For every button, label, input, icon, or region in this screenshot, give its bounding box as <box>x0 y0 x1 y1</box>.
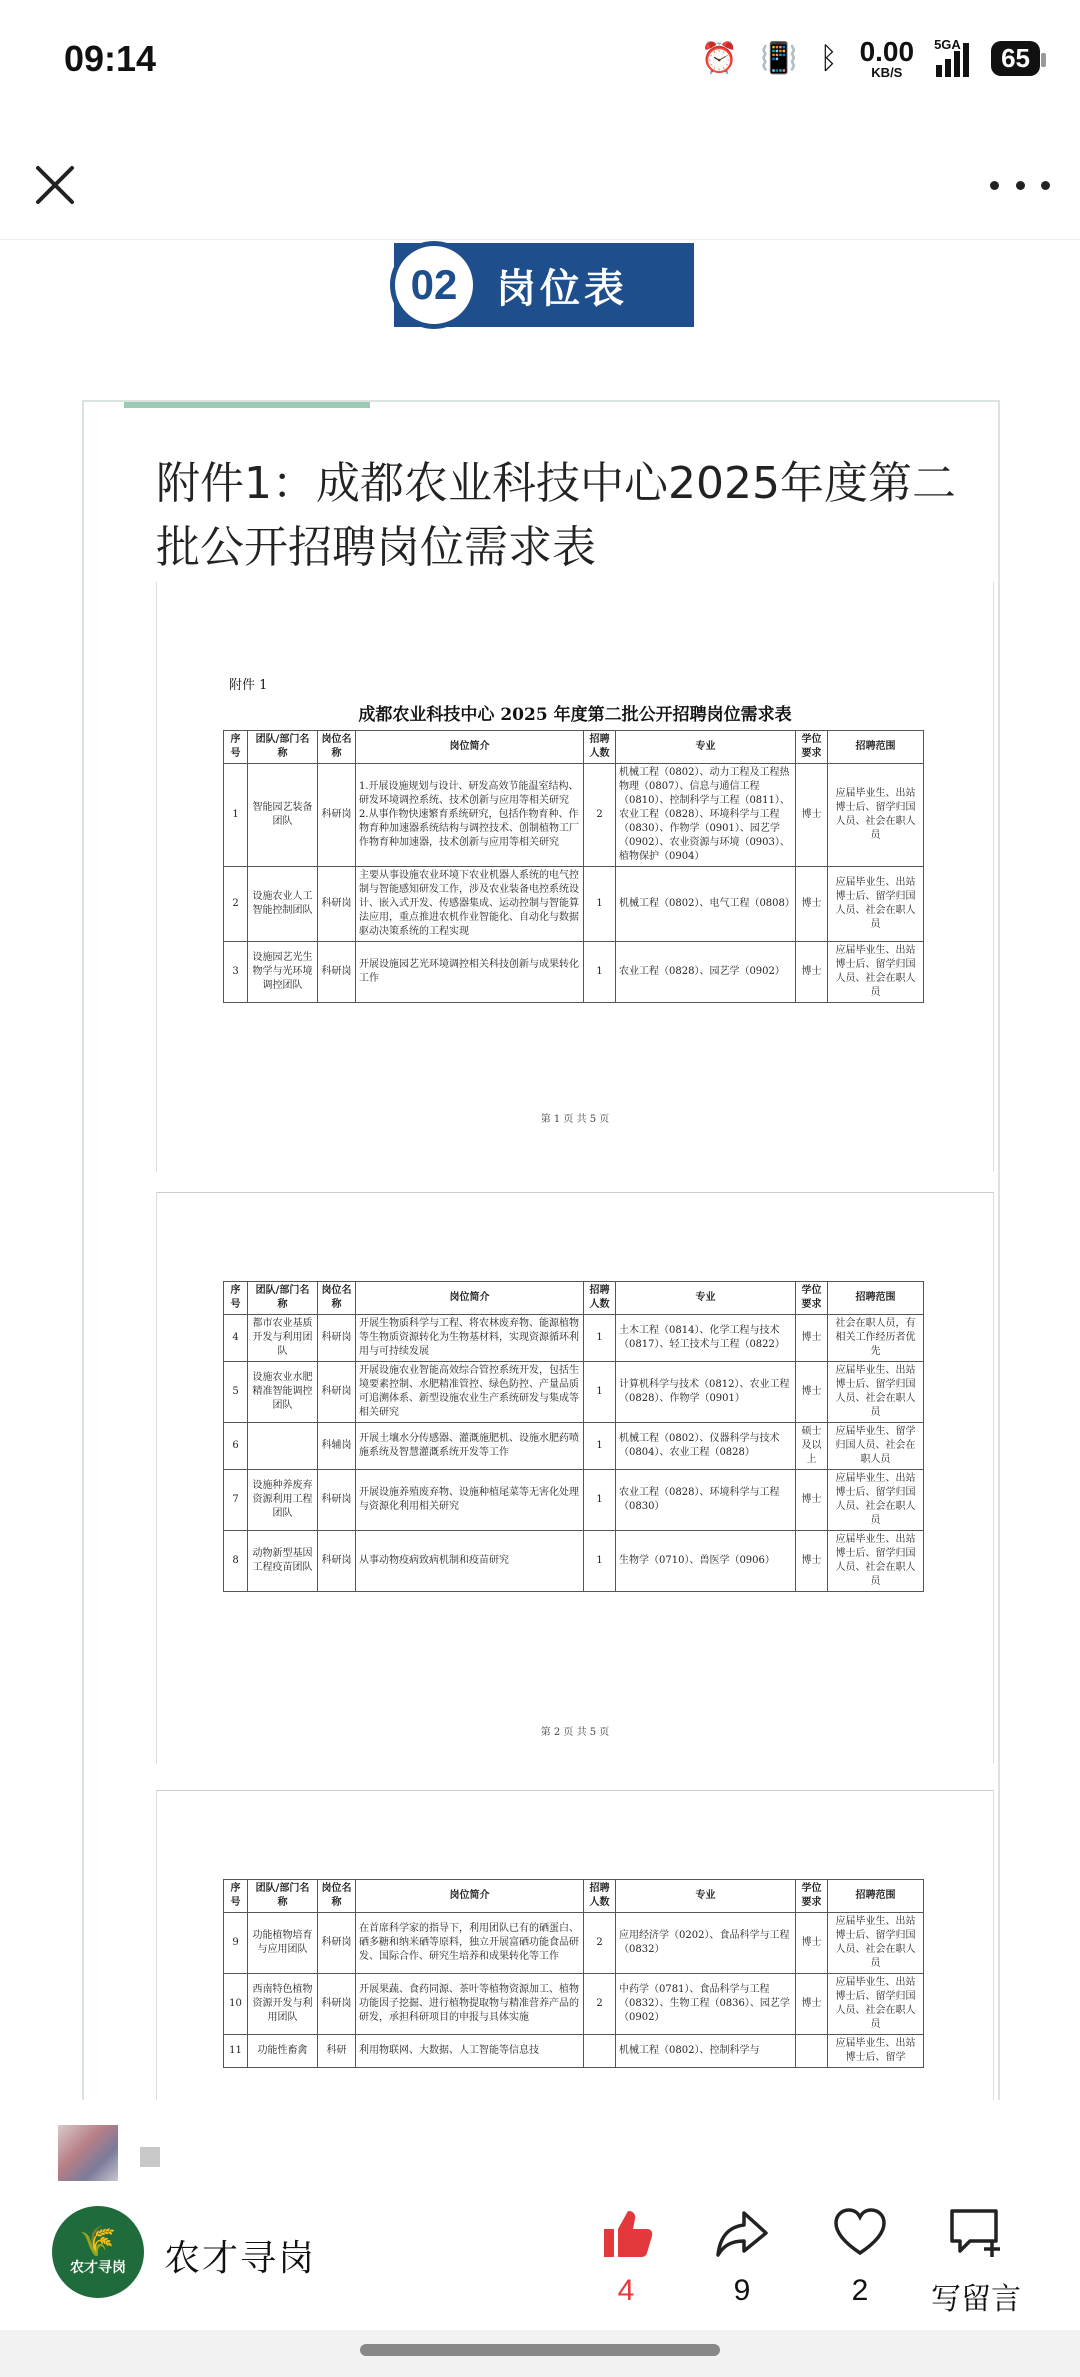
like-count: 4 <box>617 2274 635 2307</box>
table-row <box>224 867 924 942</box>
cell-degree: 博士 <box>796 1470 828 1531</box>
share-count: 9 <box>733 2274 751 2307</box>
table-row <box>224 764 924 867</box>
cell-major: 农业工程（0828）、环境科学与工程（0830） <box>616 1470 796 1531</box>
alarm-icon: ⏰ <box>700 41 739 75</box>
network-speed <box>860 38 915 79</box>
close-button[interactable] <box>30 160 80 210</box>
cell-team: 功能植物培育与应用团队 <box>248 1913 318 1974</box>
more-dot-icon <box>990 181 999 190</box>
cell-intro: 开展土壤水分传感器、灌溉施肥机、设施水肥药喷施系统及智慧灌溉系统开发等工作 <box>356 1423 584 1470</box>
account-name[interactable]: 农才寻岗 <box>164 2238 317 2279</box>
page-number: 第 1 页 共 5 页 <box>540 1114 610 1125</box>
favorite-button[interactable] <box>800 2200 920 2308</box>
cell-major: 机械工程（0802）、仪器科学与技术（0804）、农业工程（0828） <box>616 1423 796 1470</box>
cell-num: 1 <box>584 1423 616 1470</box>
cell-range: 应届毕业生、出站博士后、留学归国人员、社会在职人员 <box>828 1913 924 1974</box>
cell-num: 1 <box>584 867 616 942</box>
cell-no: 11 <box>224 2035 248 2068</box>
cell-degree: 博士 <box>796 764 828 867</box>
table-header-row <box>224 1880 924 1913</box>
col-header-post: 岗位名称 <box>318 1880 356 1913</box>
cell-major: 生物学（0710）、兽医学（0906） <box>616 1531 796 1592</box>
cell-no: 2 <box>224 867 248 942</box>
cell-intro: 在首席科学家的指导下，利用团队已有的硒蛋白、硒多糖和纳米硒等原料，独立开展富硒功能食品研发、国际合作、研究生培养和成果转化等工作 <box>356 1913 584 1974</box>
section-title: 岗位表 <box>496 265 628 312</box>
cell-no: 4 <box>224 1315 248 1362</box>
cell-team <box>248 1423 318 1470</box>
cell-degree: 博士 <box>796 1913 828 1974</box>
col-header-range: 招聘范围 <box>828 1282 924 1315</box>
cell-range: 应届毕业生、留学归国人员、社会在职人员 <box>828 1423 924 1470</box>
attachment-label: 附件 1 <box>229 678 268 693</box>
cell-post: 科研岗 <box>318 1974 356 2035</box>
cell-intro: 开展设施农业智能高效综合管控系统开发，包括生境要素控制、水肥精准管控、绿色防控、产量品质可追溯体系、新型设施农业生产系统研发与集成等相关研究 <box>356 1362 584 1423</box>
cell-post: 科研岗 <box>318 1362 356 1423</box>
document-heading: 成都农业科技中心 2025 年度第二批公开招聘岗位需求表 <box>358 705 792 725</box>
cell-num: 2 <box>584 764 616 867</box>
card-accent-bar <box>124 400 370 408</box>
cell-intro: 开展生物质科学与工程、将农林废弃物、能源植物等生物质资源转化为生物基材料，实现资源循环利用与可持续发展 <box>356 1315 584 1362</box>
col-header-degree: 学位要求 <box>796 1282 828 1315</box>
cell-major: 机械工程（0802）、电气工程（0808） <box>616 867 796 942</box>
col-header-post: 岗位名称 <box>318 731 356 764</box>
cell-no: 8 <box>224 1531 248 1592</box>
section-badge <box>394 243 694 327</box>
table-row <box>224 1423 924 1470</box>
network-speed-unit: KB/S <box>871 65 903 80</box>
cell-team: 功能性畜禽 <box>248 2035 318 2068</box>
jobs-table <box>223 730 924 1003</box>
cell-post: 科辅岗 <box>318 1423 356 1470</box>
cell-degree: 博士 <box>796 1531 828 1592</box>
comment-button[interactable] <box>916 2200 1036 2318</box>
cell-num: 1 <box>584 1362 616 1423</box>
more-options-button[interactable] <box>990 170 1050 200</box>
jobs-table <box>223 1879 924 2068</box>
cell-range: 应届毕业生、出站博士后、留学归国人员、社会在职人员 <box>828 1974 924 2035</box>
cell-range: 应届毕业生、出站博士后、留学归国人员、社会在职人员 <box>828 1362 924 1423</box>
heart-icon <box>832 2205 888 2261</box>
cell-major: 机械工程（0802）、控制科学与 <box>616 2035 796 2068</box>
document-page-3[interactable] <box>156 1790 994 2100</box>
comment-icon <box>946 2205 1006 2261</box>
page-number: 第 2 页 共 5 页 <box>540 1727 610 1738</box>
status-icons <box>701 38 1040 79</box>
table-row <box>224 1315 924 1362</box>
col-header-count: 招聘人数 <box>584 1880 616 1913</box>
cell-degree: 博士 <box>796 1974 828 2035</box>
col-header-degree: 学位要求 <box>796 731 828 764</box>
col-header-team: 团队/部门名称 <box>248 1282 318 1315</box>
bottom-action-bar <box>0 2190 1080 2330</box>
article-title: 附件1：成都农业科技中心2025年度第二批公开招聘岗位需求表 <box>156 458 956 573</box>
cell-range: 应届毕业生、出站博士后、留学归国人员、社会在职人员 <box>828 1531 924 1592</box>
col-header-post: 岗位名称 <box>318 1282 356 1315</box>
cell-post: 科研岗 <box>318 1531 356 1592</box>
network-speed-value: 0.00 <box>859 36 915 67</box>
article-card <box>82 400 1000 2100</box>
cell-no: 1 <box>224 764 248 867</box>
cell-no: 9 <box>224 1913 248 1974</box>
table-row <box>224 1470 924 1531</box>
col-header-intro: 岗位简介 <box>356 1880 584 1913</box>
status-bar <box>0 0 1080 130</box>
like-button[interactable] <box>566 2200 686 2308</box>
document-page-1[interactable] <box>156 582 994 1172</box>
col-header-range: 招聘范围 <box>828 1880 924 1913</box>
cell-degree: 博士 <box>796 1315 828 1362</box>
thumbs-up-icon <box>598 2205 654 2261</box>
section-number: 02 <box>390 241 478 329</box>
cell-no: 6 <box>224 1423 248 1470</box>
cell-intro: 利用物联网、大数据、人工智能等信息技 <box>356 2035 584 2068</box>
avatar <box>58 2125 118 2181</box>
cell-degree: 硕士及以上 <box>796 1423 828 1470</box>
cell-intro: 开展果蔬、食药同源、茶叶等植物资源加工、植物功能因子挖掘、进行植物提取物与精准营养产品的研发，承担科研项目的申报与具体实施 <box>356 1974 584 2035</box>
network-type-label: 5GA <box>934 36 961 52</box>
cell-intro: 开展设施园艺光环境调控相关科技创新与成果转化工作 <box>356 942 584 1003</box>
status-time: 09:14 <box>64 38 157 79</box>
bluetooth-icon: ᛒ <box>819 41 838 75</box>
cell-team: 设施园艺光生物学与光环境调控团队 <box>248 942 318 1003</box>
cell-range: 应届毕业生、出站博士后、留学归国人员、社会在职人员 <box>828 764 924 867</box>
cell-no: 5 <box>224 1362 248 1423</box>
cell-post: 科研岗 <box>318 1315 356 1362</box>
favorite-count: 2 <box>851 2274 869 2307</box>
table-header-row <box>224 1282 924 1315</box>
col-header-intro: 岗位简介 <box>356 1282 584 1315</box>
table-row <box>224 942 924 1003</box>
cell-no: 7 <box>224 1470 248 1531</box>
cell-no: 10 <box>224 1974 248 2035</box>
col-header-degree: 学位要求 <box>796 1880 828 1913</box>
vibrate-icon: 📳 <box>760 41 798 75</box>
cell-team: 设施种养废弃资源利用工程团队 <box>248 1470 318 1531</box>
cell-num: 1 <box>584 1531 616 1592</box>
cell-num: 2 <box>584 1913 616 1974</box>
cell-post: 科研岗 <box>318 1470 356 1531</box>
col-header-major: 专业 <box>616 1880 796 1913</box>
cell-range: 应届毕业生、出站博士后、留学 <box>828 2035 924 2068</box>
cell-team: 设施农业人工智能控制团队 <box>248 867 318 942</box>
nav-bar <box>0 140 1080 240</box>
cell-intro: 1.开展设施规划与设计、研发高效节能温室结构、研发环境调控系统、技术创新与应用等相关研究 2.从事作物快速繁育系统研究，包括作物育种、作物育种加速器系统结构与调控技术、创制植物工厂作物育种加速器，技术创新与应用等相关研究 <box>356 764 584 867</box>
comment-label: 写留言 <box>931 2283 1021 2316</box>
cell-num: 1 <box>584 942 616 1003</box>
cell-num <box>584 2035 616 2068</box>
cell-team: 动物新型基因工程疫苗团队 <box>248 1531 318 1592</box>
document-page-2[interactable] <box>156 1192 994 1764</box>
cell-major: 中药学（0781）、食品科学与工程（0832）、生物工程（0836）、园艺学（0902） <box>616 1974 796 2035</box>
cell-team: 都市农业基质开发与利用团队 <box>248 1315 318 1362</box>
col-header-major: 专业 <box>616 731 796 764</box>
jobs-table <box>223 1281 924 1592</box>
col-header-team: 团队/部门名称 <box>248 1880 318 1913</box>
commenter-avatars <box>58 2125 258 2185</box>
col-header-no: 序号 <box>224 731 248 764</box>
close-icon <box>30 160 80 210</box>
col-header-intro: 岗位简介 <box>356 731 584 764</box>
avatar-placeholder <box>140 2147 160 2167</box>
col-header-major: 专业 <box>616 1282 796 1315</box>
col-header-team: 团队/部门名称 <box>248 731 318 764</box>
cell-post: 科研岗 <box>318 867 356 942</box>
cell-intro: 开展设施养殖废弃物、设施种植尾菜等无害化处理与资源化利用相关研究 <box>356 1470 584 1531</box>
cell-range: 应届毕业生、出站博士后、留学归国人员、社会在职人员 <box>828 942 924 1003</box>
more-dot-icon <box>1016 181 1025 190</box>
cell-range: 社会在职人员，有相关工作经历者优先 <box>828 1315 924 1362</box>
cell-range: 应届毕业生、出站博士后、留学归国人员、社会在职人员 <box>828 1470 924 1531</box>
cell-post: 科研 <box>318 2035 356 2068</box>
cell-degree: 博士 <box>796 942 828 1003</box>
account-logo-text: 农才寻岗 <box>70 2260 126 2276</box>
cell-major: 土木工程（0814）、化学工程与技术（0817）、轻工技术与工程（0822） <box>616 1315 796 1362</box>
cell-num: 1 <box>584 1470 616 1531</box>
share-icon <box>714 2205 770 2261</box>
col-header-count: 招聘人数 <box>584 731 616 764</box>
table-row <box>224 1974 924 2035</box>
more-dot-icon <box>1041 181 1050 190</box>
account-logo[interactable] <box>52 2206 144 2298</box>
cell-team: 设施农业水肥精准智能调控团队 <box>248 1362 318 1423</box>
cell-degree: 博士 <box>796 1362 828 1423</box>
cell-intro: 从事动物疫病致病机制和疫苗研究 <box>356 1531 584 1592</box>
cell-num: 2 <box>584 1974 616 2035</box>
battery-indicator: 65 <box>991 41 1040 76</box>
table-row <box>224 2035 924 2068</box>
cell-post: 科研岗 <box>318 942 356 1003</box>
cell-post: 科研岗 <box>318 1913 356 1974</box>
cell-degree <box>796 2035 828 2068</box>
cell-intro: 主要从事设施农业环境下农业机器人系统的电气控制与智能感知研发工作，涉及农业装备电控系统设计、嵌入式开发、传感器集成、运动控制与智能算法应用，重点推进农机作业智能化、自动化与数据驱动决策系统的工程实现 <box>356 867 584 942</box>
cell-degree: 博士 <box>796 867 828 942</box>
section-header <box>394 243 694 327</box>
cell-team: 智能园艺装备团队 <box>248 764 318 867</box>
table-row <box>224 1531 924 1592</box>
col-header-range: 招聘范围 <box>828 731 924 764</box>
table-row <box>224 1362 924 1423</box>
cell-post: 科研岗 <box>318 764 356 867</box>
share-button[interactable] <box>682 2200 802 2308</box>
cell-num: 1 <box>584 1315 616 1362</box>
cell-major: 计算机科学与技术（0812）、农业工程（0828）、作物学（0901） <box>616 1362 796 1423</box>
col-header-no: 序号 <box>224 1282 248 1315</box>
signal-icon <box>934 36 969 77</box>
cell-no: 3 <box>224 942 248 1003</box>
col-header-count: 招聘人数 <box>584 1282 616 1315</box>
cell-major: 应用经济学（0202）、食品科学与工程（0832） <box>616 1913 796 1974</box>
cell-team: 西南特色植物资源开发与利用团队 <box>248 1974 318 2035</box>
cell-major: 农业工程（0828）、园艺学（0902） <box>616 942 796 1003</box>
table-row <box>224 1913 924 1974</box>
wheat-icon: 🌾 <box>79 2224 117 2259</box>
cell-range: 应届毕业生、出站博士后、留学归国人员、社会在职人员 <box>828 867 924 942</box>
cell-major: 机械工程（0802）、动力工程及工程热物理（0807）、信息与通信工程（0810）、控制科学与工程（0811）、农业工程（0828）、环境科学与工程（0830）、作物学（0901）、园艺学（0902）、农业资源与环境（0903）、植物保护（0904） <box>616 764 796 867</box>
table-header-row <box>224 731 924 764</box>
col-header-no: 序号 <box>224 1880 248 1913</box>
home-indicator[interactable] <box>360 2344 720 2356</box>
